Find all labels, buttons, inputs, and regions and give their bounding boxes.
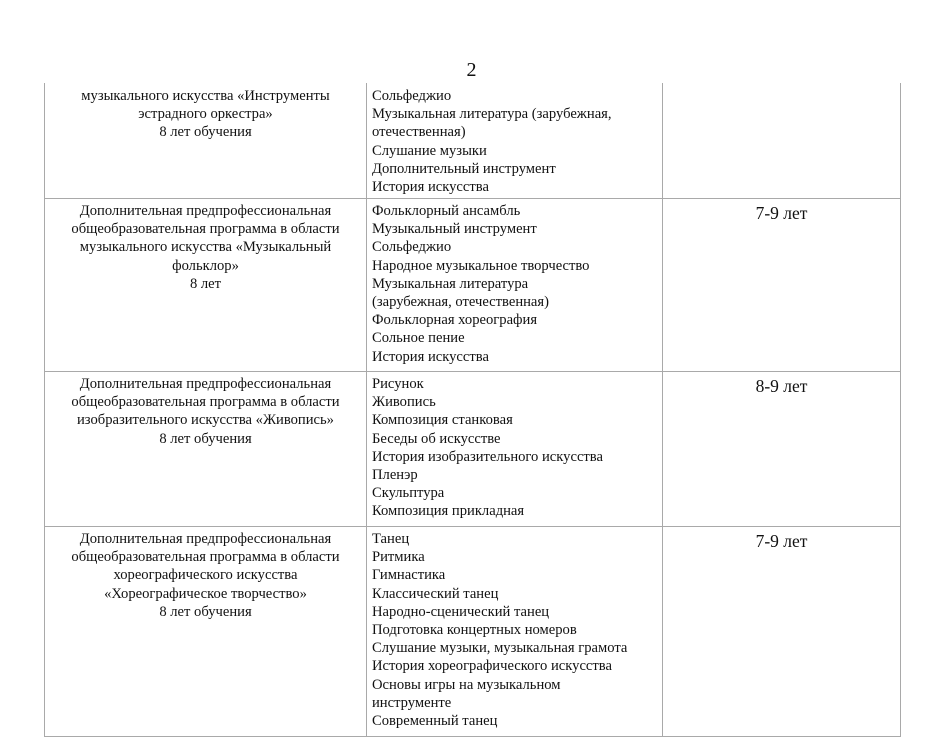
program-line: Дополнительная предпрофессиональная [79, 531, 332, 547]
subject-item: Современный танец [372, 713, 498, 730]
page-number: 2 [466, 59, 477, 81]
program-line: музыкального искусства «Музыкальный [79, 239, 332, 256]
program-cell [45, 199, 367, 372]
subject-item: Скульптура [372, 485, 445, 502]
program-line: 8 лет обучения [159, 124, 252, 141]
subjects-cell [367, 372, 663, 527]
age-cell: 7-9 лет [663, 199, 901, 372]
subject-item: Ритмика [372, 549, 425, 566]
program-line: 8 лет обучения [159, 603, 252, 620]
program-line: изобразительного искусства «Живопись» [77, 412, 334, 429]
subject-item: Сольное пение [372, 330, 465, 347]
subject-item: Живопись [372, 394, 436, 411]
programs-table [44, 83, 901, 737]
subject-item: Танец [372, 531, 410, 547]
program-line: 8 лет обучения [159, 430, 252, 447]
program-line: Дополнительная предпрофессиональная [79, 376, 332, 392]
program-line: 8 лет [189, 275, 222, 292]
table-row [45, 199, 901, 372]
table-row [45, 83, 901, 199]
subject-item: Рисунок [372, 376, 424, 392]
subject-item: Сольфеджио [372, 239, 452, 256]
subject-item: Сольфеджио [372, 88, 452, 104]
subject-item: История хореографического искусства [372, 658, 612, 675]
program-line: общеобразовательная программа в области [71, 221, 340, 238]
table-row [45, 372, 901, 527]
subject-item: отечественная) [372, 124, 466, 141]
subject-item: История изобразительного искусства [372, 448, 603, 465]
program-line: Дополнительная предпрофессиональная [79, 203, 332, 219]
age-cell: 8-9 лет [663, 372, 901, 527]
subject-item: (зарубежная, отечественная) [372, 294, 549, 311]
subject-item: Основы игры на музыкальном [372, 676, 561, 693]
age-cell [663, 83, 901, 199]
table-row [45, 527, 901, 737]
subject-item: Слушание музыки, музыкальная грамота [372, 640, 628, 657]
subject-item: инструменте [372, 694, 452, 711]
program-line: общеобразовательная программа в области [71, 394, 340, 411]
subject-item: Дополнительный инструмент [372, 160, 556, 177]
age-cell: 7-9 лет [663, 527, 901, 737]
program-line: эстрадного оркестра» [138, 106, 273, 123]
subject-item: Беседы об искусстве [372, 430, 501, 447]
subject-item: Народное музыкальное творчество [372, 257, 590, 274]
subjects-cell [367, 83, 663, 199]
subjects-cell [367, 527, 663, 737]
subject-item: История искусства [372, 348, 489, 365]
subject-item: Музыкальная литература (зарубежная, [372, 106, 612, 123]
program-line: фольклор» [172, 257, 239, 274]
subject-item: Композиция станковая [372, 412, 513, 429]
subjects-cell [367, 199, 663, 372]
subject-item: История искусства [372, 179, 489, 196]
subject-item: Фольклорный ансамбль [372, 203, 521, 219]
subject-item: Музыкальная литература [372, 275, 529, 292]
subject-item: Гимнастика [372, 567, 446, 584]
subject-item: Пленэр [372, 467, 418, 484]
subject-item: Фольклорная хореография [372, 312, 538, 329]
subject-item: Подготовка концертных номеров [372, 622, 577, 639]
subject-item: Классический танец [372, 585, 499, 602]
program-line: общеобразовательная программа в области [71, 549, 340, 566]
subject-item: Композиция прикладная [372, 503, 525, 520]
program-cell [45, 372, 367, 527]
subject-item: Музыкальный инструмент [372, 221, 537, 238]
program-line: хореографического искусства [113, 567, 298, 584]
subject-item: Слушание музыки [372, 142, 487, 159]
program-line: музыкального искусства «Инструменты [81, 88, 330, 104]
program-cell [45, 83, 367, 199]
program-cell [45, 527, 367, 737]
subject-item: Народно-сценический танец [372, 603, 550, 620]
program-line: «Хореографическое творчество» [104, 585, 307, 602]
